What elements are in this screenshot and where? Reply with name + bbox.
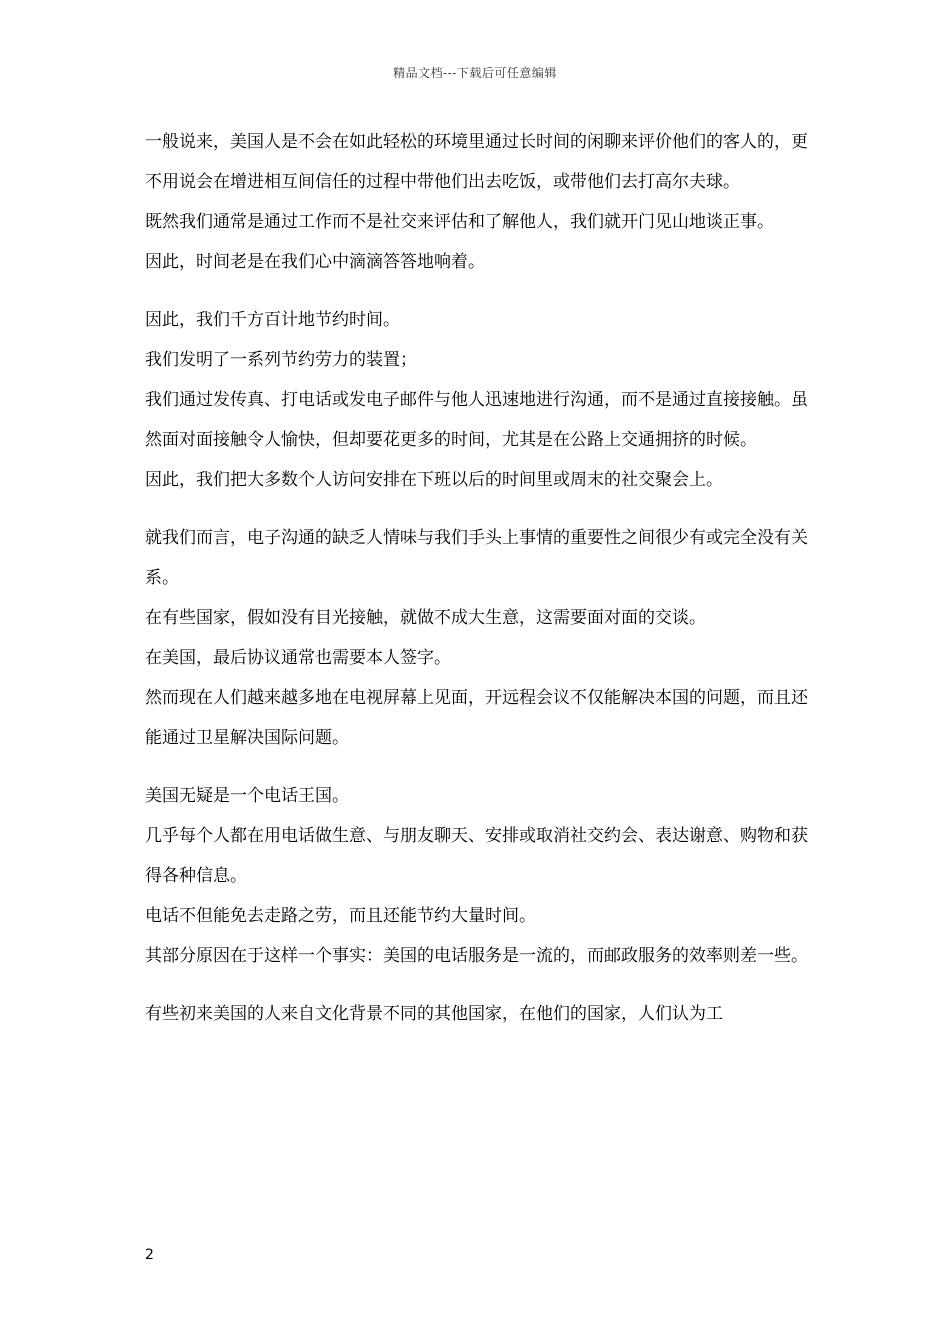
section-3 [145,518,815,758]
section-1 [145,122,815,282]
paragraph: 因此，我们千方百计地节约时间。 [145,310,400,330]
paragraph: 因此，时间老是在我们心中滴滴答答地响着。 [145,252,485,272]
paragraph: 然而现在人们越来越多地在电视屏幕上见面，开远程会议不仅能解决本国的问题，而且还能通过卫星解决国际问题。 [145,688,808,748]
paragraph: 因此，我们把大多数个人访问安排在下班以后的时间里或周末的社交聚会上。 [145,470,723,490]
page-header: 精品文档---下载后可任意编辑 [393,66,557,80]
paragraph: 就我们而言，电子沟通的缺乏人情味与我们手头上事情的重要性之间很少有或完全没有关系。 [145,528,808,588]
paragraph: 一般说来，美国人是不会在如此轻松的环境里通过长时间的闲聊来评价他们的客人的，更不用说会在增进相互间信任的过程中带他们出去吃饭，或带他们去打高尔夫球。 [145,132,808,192]
paragraph: 我们通过发传真、打电话或发电子邮件与他人迅速地进行沟通，而不是通过直接接触。虽然面对面接触令人愉快，但却要花更多的时间，尤其是在公路上交通拥挤的时候。 [145,390,808,450]
paragraph: 在有些国家，假如没有目光接触，就做不成大生意，这需要面对面的交谈。 [145,608,706,628]
paragraph: 其部分原因在于这样一个事实：美国的电话服务是一流的，而邮政服务的效率则差一些。 [145,946,808,966]
page-number: 2 [145,1247,154,1263]
paragraph: 有些初来美国的人来自文化背景不同的其他国家，在他们的国家，人们认为工 [145,1004,723,1024]
paragraph: 在美国，最后协议通常也需要本人签字。 [145,648,451,668]
paragraph: 美国无疑是一个电话王国。 [145,786,349,806]
document-body [145,122,815,1034]
section-5 [145,994,815,1034]
section-4 [145,776,815,976]
section-2 [145,300,815,500]
paragraph: 电话不但能免去走路之劳，而且还能节约大量时间。 [145,906,536,926]
paragraph: 几乎每个人都在用电话做生意、与朋友聊天、安排或取消社交约会、表达谢意、购物和获得各种信息。 [145,826,808,886]
paragraph: 我们发明了一系列节约劳力的装置； [145,350,417,370]
paragraph: 既然我们通常是通过工作而不是社交来评估和了解他人，我们就开门见山地谈正事。 [145,212,774,232]
